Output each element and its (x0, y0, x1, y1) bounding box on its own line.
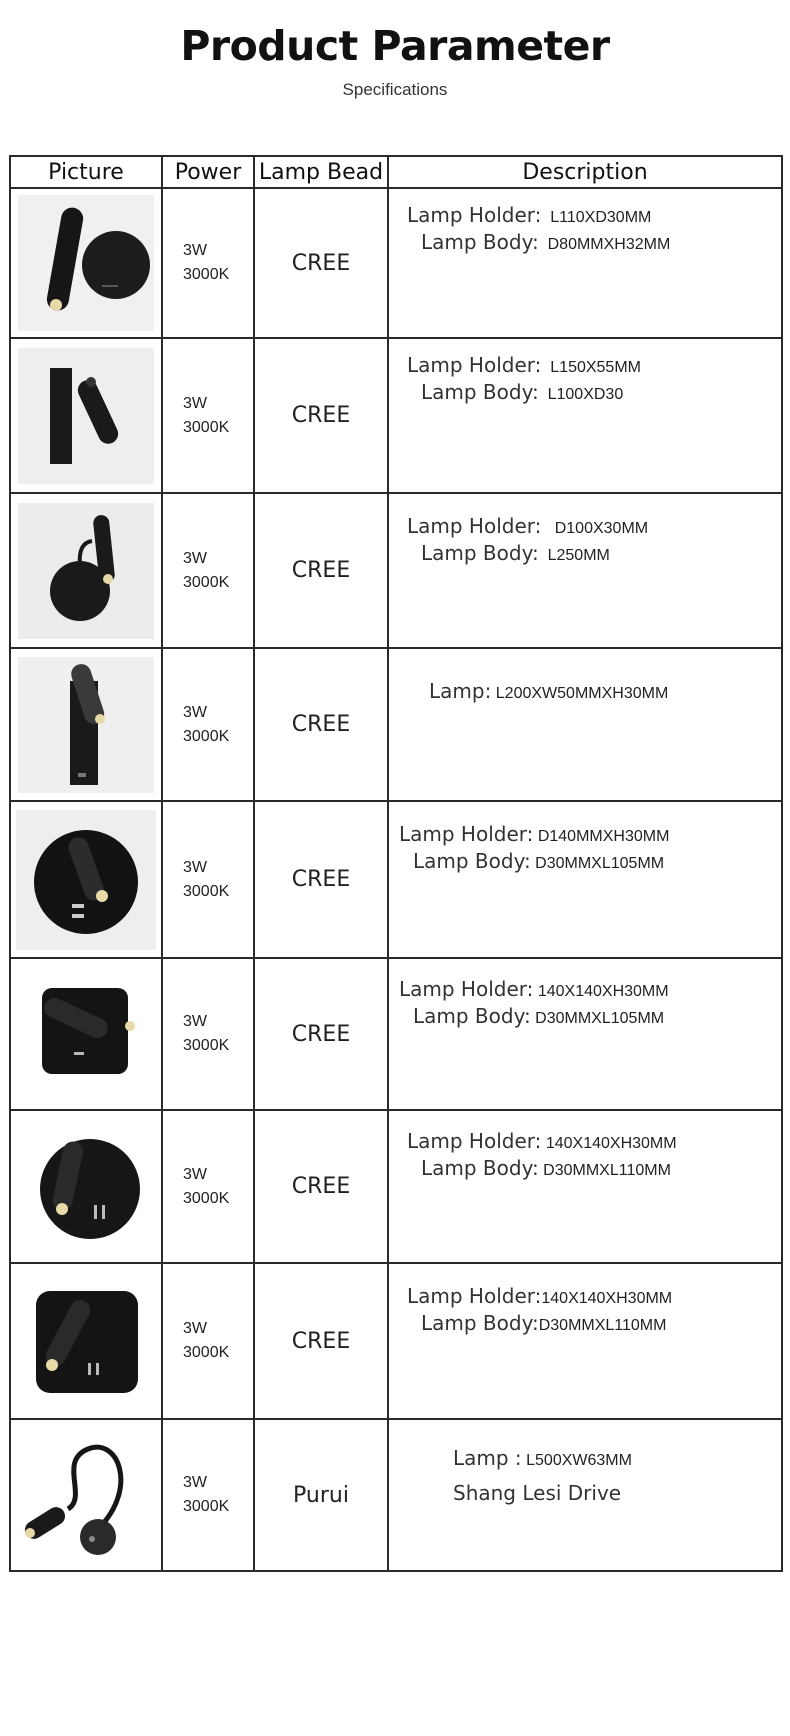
cct-value: 3000K (183, 882, 230, 900)
wall-lamp-flexible-gooseneck-icon (18, 1427, 154, 1563)
power-value: 3W (183, 394, 207, 412)
cct-value: 3000K (183, 1189, 230, 1207)
product-picture-cell (10, 1263, 162, 1419)
table-header-row (10, 156, 782, 188)
power-value: 3W (183, 1474, 207, 1491)
cct-value: 3000K (183, 1344, 230, 1361)
column-header-description: Description (388, 156, 782, 188)
lamp-bead-cell: CREE (254, 648, 388, 801)
spec-table (9, 155, 783, 1572)
description-line: Lamp Body: D80MMXH32MM (421, 230, 671, 254)
wall-lamp-round-plate-icon (18, 1119, 154, 1255)
description-line: Lamp Holder: L150X55MM (407, 353, 641, 377)
power-value: 3W (183, 1165, 207, 1183)
description-cell (388, 1263, 782, 1419)
power-value: 3W (183, 1013, 207, 1030)
table-row (10, 801, 782, 958)
product-picture-cell (10, 1110, 162, 1263)
power-cell (162, 338, 254, 493)
wall-lamp-round-plate-switch-icon (16, 810, 156, 950)
lamp-bead-cell: CREE (254, 493, 388, 648)
column-header-picture: Picture (10, 156, 162, 188)
product-picture-cell (10, 188, 162, 338)
cct-value: 3000K (183, 418, 230, 436)
power-cell (162, 958, 254, 1110)
power-cell (162, 1110, 254, 1263)
page-title: Product Parameter (180, 22, 610, 70)
wall-lamp-square-plate-usb-icon (18, 1273, 154, 1409)
lamp-bead-cell: CREE (254, 1110, 388, 1263)
power-value: 3W (183, 242, 207, 259)
description-cell (388, 188, 782, 338)
page-subtitle: Specifications (342, 80, 448, 99)
table-row (10, 958, 782, 1110)
description-cell (388, 958, 782, 1110)
power-cell (162, 1419, 254, 1571)
table-row (10, 188, 782, 338)
table-row (10, 1419, 782, 1571)
power-cell (162, 188, 254, 338)
description-line: Lamp Body: D30MMXL110MM (421, 1156, 671, 1180)
description-line: Lamp : L500XW63MM (453, 1446, 632, 1470)
description-line: Lamp Body: D30MMXL105MM (413, 849, 665, 873)
description-line: Lamp Body: L250MM (421, 541, 610, 565)
wall-lamp-rect-base-icon (18, 348, 154, 484)
description-cell (388, 338, 782, 493)
product-picture-cell (10, 1419, 162, 1571)
power-cell (162, 493, 254, 648)
wall-lamp-round-base-icon (18, 195, 154, 331)
description-line: Lamp Holder: 140X140XH30MM (407, 1129, 677, 1153)
description-cell (388, 1110, 782, 1263)
wall-lamp-square-plate-icon (18, 966, 154, 1102)
wall-lamp-tall-plate-icon (18, 657, 154, 793)
description-line: Lamp Body: L100XD30 (421, 380, 624, 404)
wall-lamp-arm-round-base-icon (18, 503, 154, 639)
power-value: 3W (183, 1320, 207, 1337)
column-header-lamp-bead: Lamp Bead (254, 156, 388, 188)
description-line: Lamp Holder: 140X140XH30MM (399, 977, 669, 1001)
power-value: 3W (183, 703, 207, 721)
lamp-bead-cell: CREE (254, 958, 388, 1110)
product-picture-cell (10, 801, 162, 958)
product-picture-cell (10, 338, 162, 493)
power-cell (162, 648, 254, 801)
cct-value: 3000K (183, 727, 230, 745)
table-row (10, 1263, 782, 1419)
power-value: 3W (183, 858, 207, 876)
lamp-bead-cell: CREE (254, 801, 388, 958)
cct-value: 3000K (183, 573, 230, 591)
lamp-bead-cell: Purui (254, 1419, 388, 1571)
lamp-bead-cell: CREE (254, 1263, 388, 1419)
description-line: Lamp Holder: L110XD30MM (407, 203, 652, 227)
description-line: Lamp Body: D30MMXL105MM (413, 1004, 665, 1028)
table-row (10, 338, 782, 493)
power-cell (162, 1263, 254, 1419)
description-line: Lamp: L200XW50MMXH30MM (429, 679, 669, 703)
description-line: Shang Lesi Drive (453, 1481, 622, 1505)
description-line: Lamp Holder: D140MMXH30MM (399, 822, 670, 846)
product-picture-cell (10, 493, 162, 648)
description-cell (388, 1419, 782, 1571)
description-line: Lamp Holder: D100X30MM (407, 514, 649, 538)
table-row (10, 1110, 782, 1263)
description-cell (388, 801, 782, 958)
product-picture-cell (10, 648, 162, 801)
product-picture-cell (10, 958, 162, 1110)
description-cell (388, 493, 782, 648)
lamp-bead-cell: CREE (254, 188, 388, 338)
cct-value: 3000K (183, 1037, 230, 1054)
column-header-power: Power (162, 156, 254, 188)
power-value: 3W (183, 549, 207, 567)
cct-value: 3000K (183, 1498, 230, 1515)
description-line: Lamp Body:D30MMXL110MM (421, 1311, 667, 1335)
power-cell (162, 801, 254, 958)
table-row (10, 493, 782, 648)
description-cell (388, 648, 782, 801)
cct-value: 3000K (183, 266, 230, 283)
description-line: Lamp Holder:140X140XH30MM (407, 1284, 673, 1308)
table-row (10, 648, 782, 801)
lamp-bead-cell: CREE (254, 338, 388, 493)
